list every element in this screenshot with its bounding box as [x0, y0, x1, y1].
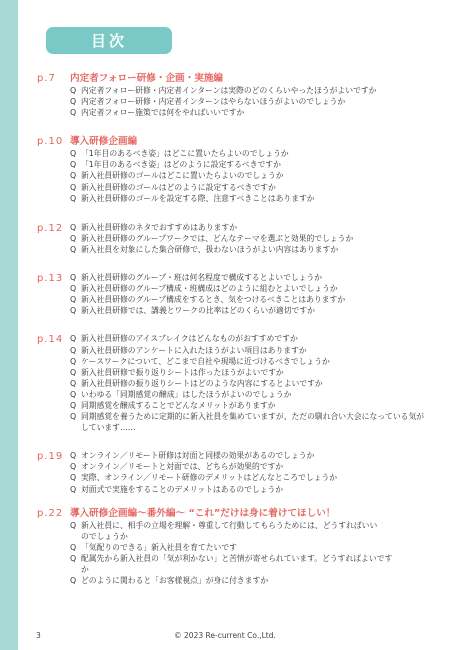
table-of-contents: [0, 72, 450, 593]
question-item[interactable]: Q 新入社員研修のゴールはどのように設定するべきですか: [70, 182, 276, 192]
question-item[interactable]: Q 内定者フォロー研修・内定者インターンはやらないほうがよいのでしょうか: [70, 97, 346, 107]
question-item[interactable]: Q 「1年目のあるべき姿」はどのように設定するべきですか: [70, 160, 281, 170]
page-number: 3: [36, 631, 41, 640]
q-marker: Q: [70, 334, 77, 344]
q-marker: Q: [70, 356, 77, 366]
q-marker: Q: [70, 160, 77, 170]
question-item[interactable]: Q 新入社員研修のグループ構成をするとき、気をつけるべきことはありますか: [70, 295, 346, 305]
q-marker: Q: [70, 542, 77, 552]
q-marker: Q: [70, 451, 77, 461]
question-item[interactable]: Q オンライン／リモート研修は対面と同様の効果があるのでしょうか: [70, 451, 315, 461]
question-item[interactable]: Q いわゆる「同期感覚の醸成」はしたほうがよいのでしょうか: [70, 389, 292, 399]
question-item[interactable]: Q 新入社員研修で振り返りシートは作ったほうがよいですか: [70, 367, 284, 377]
toc-section: [0, 272, 450, 316]
q-marker: Q: [70, 378, 77, 388]
question-item[interactable]: Q 内定者フォロー研修・内定者インターンは実際のどのくらいやったほうがよいですか: [70, 86, 377, 95]
toc-section: [0, 450, 450, 494]
q-marker: Q: [70, 473, 77, 483]
question-item[interactable]: Q 新入社員研修のアイスブレイクはどんなものがおすすめですか: [70, 334, 298, 344]
question-item[interactable]: Q 新入社員研修のゴールはどこに置いたらよいのでしょうか: [70, 171, 284, 181]
q-marker: Q: [70, 182, 77, 192]
toc-section: [0, 333, 450, 433]
q-marker: Q: [70, 520, 77, 530]
question-item[interactable]: Q ケースワークについて、どこまで自社や現場に近づけるべきでしょうか: [70, 356, 330, 366]
section-page-number[interactable]: p.14: [37, 334, 64, 346]
toc-section: [0, 222, 450, 255]
q-marker: Q: [70, 233, 77, 243]
q-marker: Q: [70, 412, 77, 422]
q-marker: Q: [70, 295, 77, 305]
section-heading[interactable]: 導入研修企画編: [70, 136, 138, 148]
question-item[interactable]: Q 対面式で実施をすることのデメリットはあるのでしょうか: [70, 484, 284, 494]
q-marker: Q: [70, 462, 77, 472]
q-marker: Q: [70, 86, 77, 95]
q-marker: Q: [70, 484, 77, 494]
q-marker: Q: [70, 576, 77, 586]
toc-title: 目次: [46, 27, 172, 54]
question-item[interactable]: Q 実際、オンライン／リモート研修のデメリットはどんなところでしょうか: [70, 473, 338, 483]
question-item[interactable]: Q オンライン／リモートと対面では、どちらが効果的ですか: [70, 462, 284, 472]
question-item[interactable]: Q 新入社員研修のグループ構成・班構成はどのように組むとよいでしょうか: [70, 284, 338, 294]
q-marker: Q: [70, 284, 77, 294]
section-page-number[interactable]: p.22: [37, 507, 64, 519]
question-item[interactable]: Q 同期感覚を醸成することでどんなメリットがありますか: [70, 400, 276, 410]
section-heading[interactable]: 導入研修企画編～番外編～ “これ”だけは身に着けてほしい！: [70, 507, 336, 519]
section-heading[interactable]: 内定者フォロー研修・企画・実施編: [70, 73, 224, 84]
section-page-number[interactable]: p.12: [37, 222, 64, 234]
question-item[interactable]: Q 新入社員を対象にした集合研修で、扱わないほうがよい内容はありますか: [70, 244, 339, 254]
question-item[interactable]: Q 新入社員研修では、講義とワークの比率はどのくらいが適切ですか: [70, 306, 315, 316]
section-page-number[interactable]: p.19: [37, 451, 64, 463]
q-marker: Q: [70, 400, 77, 410]
q-marker: Q: [70, 389, 77, 399]
copyright: © 2023 Re-current Co.,Ltd.: [174, 631, 276, 640]
q-marker: Q: [70, 97, 77, 107]
q-marker: Q: [70, 273, 77, 283]
q-marker: Q: [70, 306, 77, 316]
question-item[interactable]: Q 「気配りのできる」新入社員を育てたいです: [70, 542, 237, 552]
toc-section: [0, 72, 450, 118]
question-item[interactable]: Q 「1年目のあるべき姿」はどこに置いたらよいのでしょうか: [70, 149, 289, 159]
question-item[interactable]: Q 新入社員研修のネタでおすすめはありますか: [70, 222, 238, 232]
q-marker: Q: [70, 367, 77, 377]
toc-section: [0, 135, 450, 203]
section-page-number[interactable]: p.13: [37, 273, 64, 285]
q-marker: Q: [70, 244, 77, 254]
question-item[interactable]: Q 新入社員に、相手の立場を理解・尊重して行動してもらうためには、どうすればいいのでしょうか: [70, 520, 378, 541]
q-marker: Q: [70, 171, 77, 181]
section-page-number[interactable]: p.7: [37, 73, 56, 84]
q-marker: Q: [70, 108, 77, 118]
question-item[interactable]: Q どのように関わると「お客様視点」が身に付きますか: [70, 576, 269, 586]
q-marker: Q: [70, 149, 77, 159]
toc-section: [0, 507, 450, 587]
section-page-number[interactable]: p.10: [37, 136, 64, 148]
question-item[interactable]: Q 新入社員研修の振り返りシートはどのような内容にするとよいですか: [70, 378, 323, 388]
question-item[interactable]: Q 新入社員研修のグループ・班は何名程度で構成するとよいでしょうか: [70, 273, 323, 283]
question-item[interactable]: Q 新入社員研修のグループワークでは、どんなテーマを選ぶと効果的でしょうか: [70, 233, 354, 243]
q-marker: Q: [70, 553, 77, 563]
q-marker: Q: [70, 345, 77, 355]
question-item[interactable]: Q 同期感覚を養うために定期的に新入社員を集めていますが、ただの馴れ合い大会になっている気がしています……: [70, 412, 425, 433]
question-item[interactable]: Q 配属先から新入社員の「気が利かない」と苦情が寄せられています。どうすればよいですか: [70, 553, 393, 574]
question-item[interactable]: Q 新入社員研修のゴールを設定する際、注意すべきことはありますか: [70, 193, 315, 203]
q-marker: Q: [70, 193, 77, 203]
q-marker: Q: [70, 222, 77, 232]
question-item[interactable]: Q 内定者フォロー施策では何をやればいいですか: [70, 108, 245, 118]
question-item[interactable]: Q 新入社員研修のアンケートに入れたほうがよい項目はありますか: [70, 345, 307, 355]
